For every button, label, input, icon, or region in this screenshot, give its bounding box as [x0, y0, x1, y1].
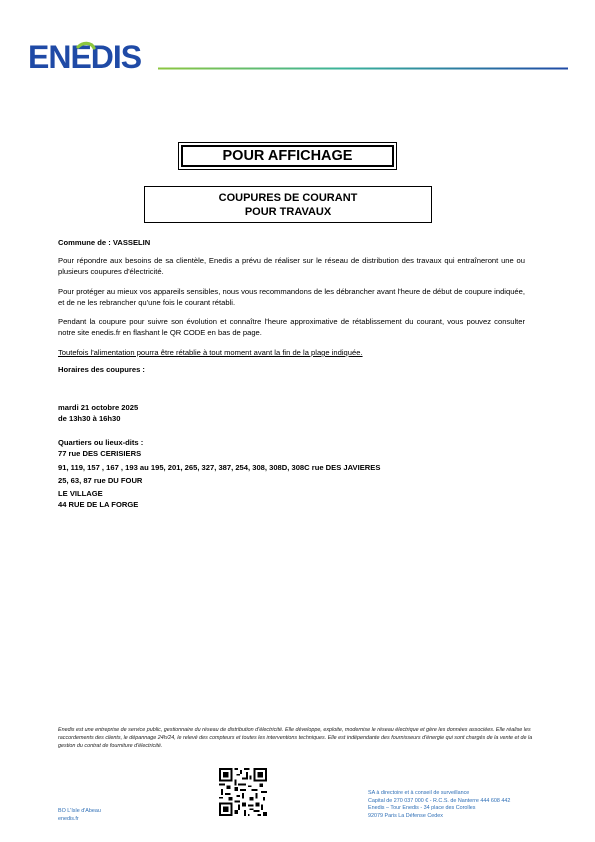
location-item: 91, 119, 157 , 167 , 193 au 195, 201, 265, 327, 387, 254, 308, 308D, 308C rue DES JAVIERES: [58, 463, 381, 472]
subtitle-line1: COUPURES DE COURANT: [218, 191, 358, 204]
commune-label: Commune de : VASSELIN: [58, 238, 151, 247]
schedule-date: mardi 21 octobre 2025: [58, 403, 139, 412]
footer-address: Enedis – Tour Enedis - 34 place des Corolles: [368, 805, 476, 812]
header-divider: [158, 67, 568, 70]
enedis-logo: [28, 38, 154, 74]
footer-legal-text: Enedis est une entreprise de service public, gestionnaire du réseau de distribution d'électricité. Elle développe, exploite, modernise le réseau électrique et gère les données associées. Elle réalise les raccordements des clients, le dépannage 24h/24, le relevé des compteurs et toutes les interventions techniques. Elle est indépendante des fournisseurs d'énergie qui sont chargés de la vente et de la gestion du contrat de fourniture d'électricité.: [58, 727, 533, 749]
paragraph-restore-note: Toutefois l'alimentation pourra être rétablie à tout moment avant la fin de la plage indiquée.: [58, 348, 363, 357]
footer-company-type: SA à directoire et à conseil de surveillance: [368, 790, 470, 796]
footer-left: [58, 808, 101, 823]
page-title: POUR AFFICHAGE: [181, 145, 394, 167]
logo-wordmark: ENEDIS: [28, 39, 142, 74]
paragraph-follow: Pendant la coupure pour suivre son évolution et connaître l'heure approximative de rétablissement du courant, vous pouvez consulter notre site enedis.fr en flashant le QR CODE en bas de page.: [58, 317, 525, 337]
subtitle-box: [144, 186, 432, 223]
footer-right: [368, 790, 510, 820]
qr-code[interactable]: [219, 768, 267, 816]
footer-office: BO L'Isle d'Abeau: [58, 808, 101, 814]
footer-city: 92079 Paris La Défense Cedex: [368, 812, 443, 819]
paragraph-protect: Pour protéger au mieux vos appareils sensibles, nous vous recommandons de les débrancher avant l'heure de début de coupure indiquée, et de ne les rebrancher qu'une fois le courant rétabli.: [58, 287, 525, 307]
location-item: 44 RUE DE LA FORGE: [58, 500, 139, 509]
location-item: 25, 63, 87 rue DU FOUR: [58, 476, 143, 485]
schedule-label: Horaires des coupures :: [58, 365, 145, 374]
paragraph-needs: Pour répondre aux besoins de sa clientèle, Enedis a prévu de réaliser sur le réseau de distribution des travaux qui entraîneront une ou plusieurs coupures d'électricité.: [58, 256, 525, 276]
subtitle-line2: POUR TRAVAUX: [244, 205, 332, 218]
locations-label: Quartiers ou lieux-dits :: [58, 438, 144, 447]
location-item: LE VILLAGE: [58, 489, 103, 498]
location-item: 77 rue DES CERISIERS: [58, 449, 142, 458]
footer-capital: Capital de 270 037 000 € - R.C.S. de Nanterre 444 608 442: [368, 797, 511, 804]
footer-website-link[interactable]: enedis.fr: [58, 815, 79, 822]
title-box: [178, 142, 397, 170]
schedule-hours: de 13h30 à 16h30: [58, 414, 121, 423]
